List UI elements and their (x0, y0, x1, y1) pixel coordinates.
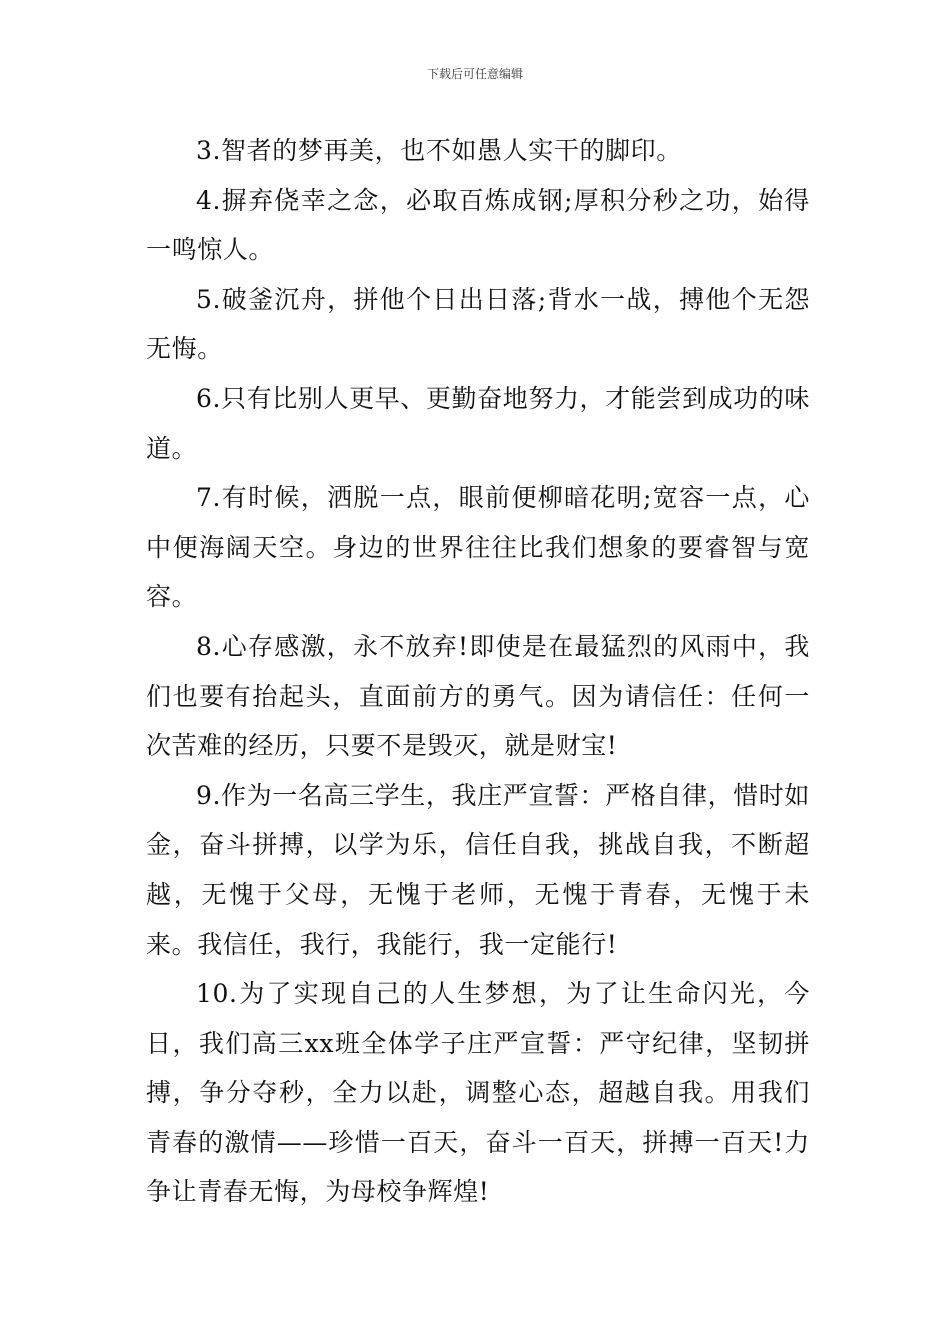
paragraph-6: 6.只有比别人更早、更勤奋地努力，才能尝到成功的味道。 (146, 383, 810, 463)
paragraph-4: 4.摒弃侥幸之念，必取百炼成钢;厚积分秒之功，始得一鸣惊人。 (146, 185, 810, 265)
paragraph-8: 8.心存感激，永不放弃!即使是在最猛烈的风雨中，我们也要有抬起头，直面前方的勇气。因为请信任：任何一次苦难的经历，只要不是毁灭，就是财宝! (146, 631, 810, 761)
document-body (146, 126, 810, 1217)
paragraph-9: 9.作为一名高三学生，我庄严宣誓：严格自律，惜时如金，奋斗拼搏，以学为乐，信任自我，挑战自我，不断超越，无愧于父母，无愧于老师，无愧于青春，无愧于未来。我信任，我行，我能行，我一定能行! (146, 780, 810, 959)
paragraph-3: 3.智者的梦再美，也不如愚人实干的脚印。 (196, 136, 682, 165)
paragraph-10: 10.为了实现自己的人生梦想，为了让生命闪光，今日，我们高三xx班全体学子庄严宣誓：严守纪律，坚韧拼搏，争分夺秒，全力以赴，调整心态，超越自我。用我们青春的激情——珍惜一百天，奋斗一百天，拼搏一百天!力争让青春无悔，为母校争辉煌! (146, 979, 810, 1207)
header-note: 下载后可任意编辑 (426, 67, 523, 81)
paragraph-5: 5.破釜沉舟，拼他个日出日落;背水一战，搏他个无怨无悔。 (146, 284, 810, 364)
paragraph-7: 7.有时候，洒脱一点，眼前便柳暗花明;宽容一点，心中便海阔天空。身边的世界往往比我们想象的要睿智与宽容。 (146, 483, 810, 612)
